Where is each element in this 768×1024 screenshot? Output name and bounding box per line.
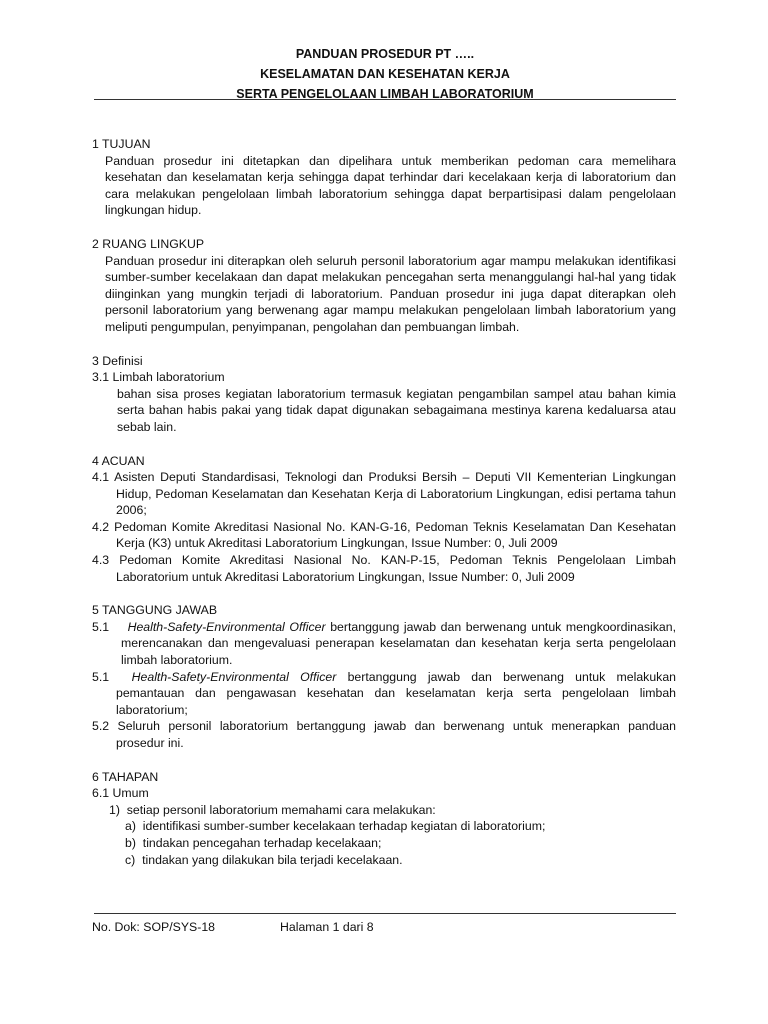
reference-item: [92, 469, 676, 519]
document-header: [94, 44, 676, 104]
section-2-title: 2 RUANG LINGKUP: [92, 236, 205, 251]
header-line-2: KESELAMATAN DAN KESEHATAN KERJA: [260, 67, 510, 81]
page-number: Halaman 1 dari 8: [280, 920, 374, 934]
responsibility-number: 5.2: [92, 719, 110, 734]
reference-text: Pedoman Komite Akreditasi Nasional No. KAN-G-16, Pedoman Teknis Keselamatan Dan Kesehatan Kerja (K3) untuk Akreditasi Laboratorium Lingkungan, Issue Number: 0, Juli 2009: [114, 519, 676, 551]
reference-text: Asisten Deputi Standardisasi, Teknologi dan Produksi Bersih – Deputi VII Kementerian Lingkungan Hidup, Pedoman Keselamatan dan Kesehatan Kerja di Laboratorium Lingkungan, edisi pertama tahun 2006;: [114, 470, 676, 518]
section-4-title: 4 ACUAN: [92, 453, 145, 468]
responsibility-item: [92, 718, 676, 751]
sub-step-letter: b): [125, 835, 136, 850]
section-6-title: 6 TAHAPAN: [92, 769, 159, 784]
reference-number: 4.2: [92, 519, 110, 534]
footer-divider: [94, 913, 676, 914]
section-5-title: 5 TANGGUNG JAWAB: [92, 603, 218, 618]
reference-item: [92, 519, 676, 552]
step-item: [109, 802, 676, 819]
sub-step-item: [125, 818, 676, 835]
section-3-1-title: 3.1 Limbah laboratorium: [92, 370, 225, 385]
responsibility-item: [92, 669, 676, 719]
responsibility-number: 5.1: [92, 619, 110, 634]
responsibility-item: [92, 619, 676, 669]
document-body: [92, 136, 676, 868]
document-number: No. Dok: SOP/SYS-18: [92, 920, 216, 934]
sub-step-letter: a): [125, 819, 136, 834]
responsibility-text: bertanggung jawab dan berwenang untuk mengkoordinasikan, merencanakan dan mengevaluasi penerapan keselamatan dan kesehatan kerja serta pengelolaan limbah laboratorium.: [121, 619, 676, 668]
section-3-1-body: bahan sisa proses kegiatan laboratorium termasuk kegiatan pengambilan sampel atau bahan kimia serta bahan habis pakai yang tidak dapat digunakan sebagaimana mestinya karena kedaluarsa atau sebab lain.: [117, 386, 676, 434]
header-line-1: PANDUAN PROSEDUR PT …..: [295, 47, 475, 61]
reference-text: Pedoman Komite Akreditasi Nasional No. KAN-P-15, Pedoman Teknis Pengelolaan Limbah Laboratorium untuk Akreditasi Laboratorium Lingkungan, Issue Number: 0, Juli 2009: [116, 553, 676, 584]
responsibility-role: Health-Safety-Environmental Officer: [127, 619, 326, 634]
sub-step-letter: c): [125, 852, 136, 867]
reference-number: 4.3: [92, 553, 110, 568]
responsibility-role: Health-Safety-Environmental Officer: [131, 669, 337, 684]
section-3-title: 3 Definisi: [92, 353, 143, 368]
section-1-title: 1 TUJUAN: [92, 137, 151, 151]
sub-step-text: tindakan pencegahan terhadap kecelakaan;: [142, 835, 382, 850]
sub-step-item: [125, 835, 676, 852]
section-6-1-title: 6.1 Umum: [92, 786, 149, 801]
sub-step-item: [125, 852, 676, 869]
responsibility-text: bertanggung jawab dan berwenang untuk melakukan pemantauan dan pengawasan kesehatan dan keselamatan kerja serta pengelolaan limbah laboratorium;: [116, 669, 676, 717]
section-2-body: Panduan prosedur ini diterapkan oleh seluruh personil laboratorium agar mampu melakukan identifikasi sumber-sumber kecelakaan dan dapat melakukan pencegahan serta menanggulangi hal-hal yang tidak diinginkan yang mungkin terjadi di laboratorium. Panduan prosedur ini juga dapat diterapkan oleh personil laboratorium yang berwenang agar mampu melakukan pengelolaan limbah laboratorium yang meliputi pengumpulan, penyimpanan, pengolahan dan pembuangan limbah.: [105, 253, 676, 334]
sub-step-text: identifikasi sumber-sumber kecelakaan terhadap kegiatan di laboratorium;: [142, 819, 546, 834]
responsibility-number: 5.1: [92, 669, 110, 684]
reference-item: [92, 552, 676, 585]
step-number: 1): [109, 802, 120, 817]
section-1-body: Panduan prosedur ini ditetapkan dan dipelihara untuk memberikan pedoman cara memelihara kesehatan dan keselamatan kerja sehingga dapat terhindar dari kecelakaan kerja di laboratorium dan cara melakukan pengelolaan limbah laboratorium sehingga dapat berpartisipasi dalam pengelolaan lingkungan hidup.: [105, 153, 676, 218]
header-divider: [94, 99, 676, 100]
step-text: setiap personil laboratorium memahami cara melakukan:: [126, 802, 436, 817]
responsibility-text: Seluruh personil laboratorium bertanggung jawab dan berwenang untuk menerapkan panduan prosedur ini.: [116, 719, 676, 750]
sub-step-text: tindakan yang dilakukan bila terjadi kecelakaan.: [142, 852, 403, 867]
reference-number: 4.1: [92, 470, 110, 485]
header-line-3: SERTA PENGELOLAAN LIMBAH LABORATORIUM: [236, 87, 534, 101]
